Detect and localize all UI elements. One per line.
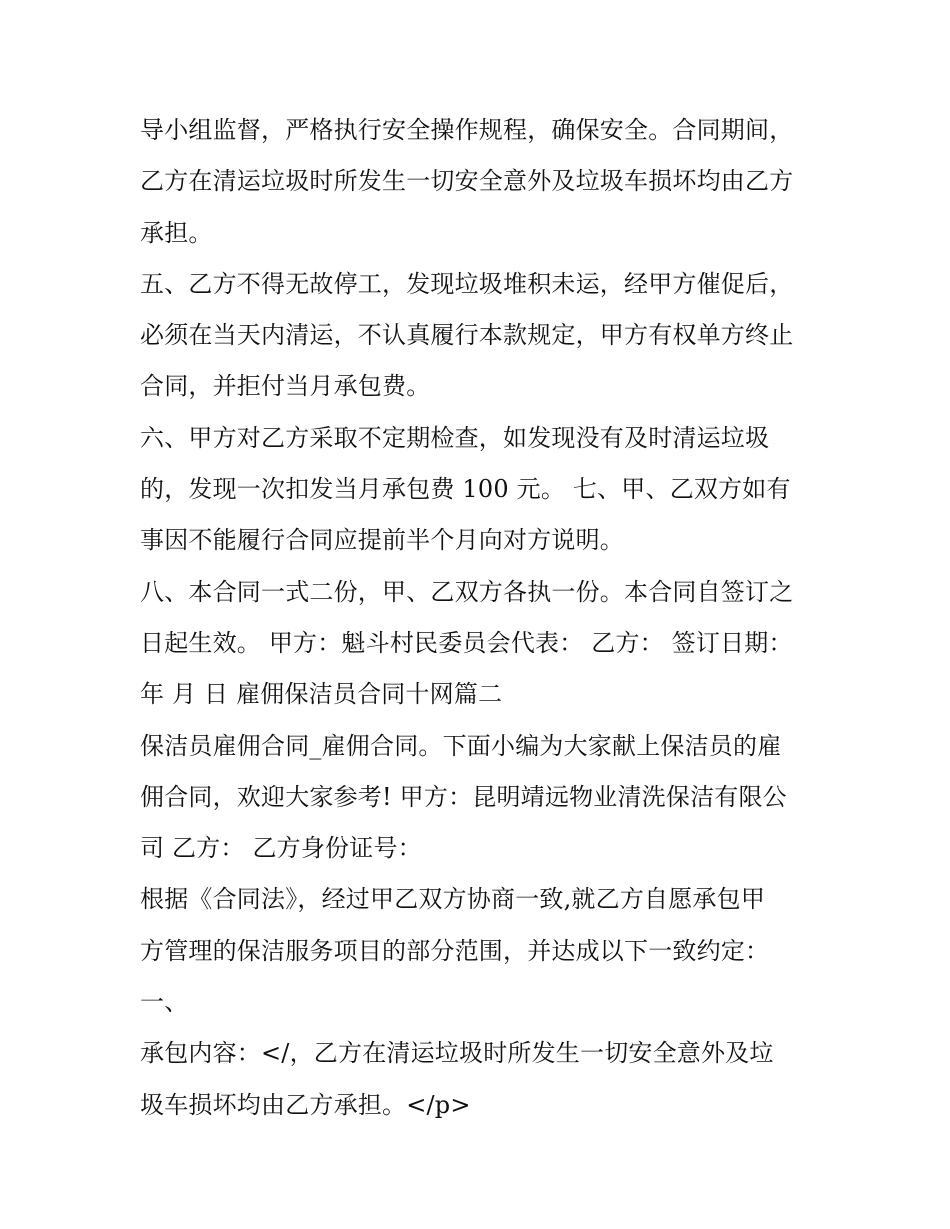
text-line: 承包内容：</，乙方在清运垃圾时所发生一切安全意外及垃	[140, 1039, 774, 1068]
text-line: 五、乙方不得无故停工，发现垃圾堆积未运，经甲方催促后，	[140, 269, 794, 298]
text-line: 根据《合同法》，经过甲乙双方协商一致,就乙方自愿承包甲	[140, 885, 766, 914]
text-line: 乙方在清运垃圾时所发生一切安全意外及垃圾车损坏均由乙方	[140, 167, 794, 196]
text-line: 司 乙方： 乙方身份证号：	[140, 834, 422, 863]
document-body	[140, 105, 820, 1131]
text-line: 圾车损坏均由乙方承担。</p>	[140, 1090, 471, 1119]
text-line: 佣合同，欢迎大家参考! 甲方：昆明靖远物业清洗保洁有限公	[140, 782, 787, 811]
text-line: 年 月 日 雇佣保洁员合同十网篇二	[140, 680, 503, 709]
text-line: 保洁员雇佣合同_雇佣合同。下面小编为大家献上保洁员的雇	[140, 731, 782, 760]
text-line: 事因不能履行合同应提前半个月向对方说明。	[140, 526, 624, 555]
text-line: 八、本合同一式二份，甲、乙双方各执一份。本合同自签订之	[140, 577, 794, 606]
text-line: 日起生效。 甲方：魁斗村民委员会代表： 乙方： 签订日期：	[140, 628, 793, 657]
text-line: 合同，并拒付当月承包费。	[140, 372, 431, 401]
text-line: 的，发现一次扣发当月承包费 100 元。 七、甲、乙双方如有	[140, 475, 791, 504]
text-line: 六、甲方对乙方采取不定期检查，如发现没有及时清运垃圾	[140, 423, 770, 452]
text-line: 方管理的保洁服务项目的部分范围，并达成以下一致约定：	[140, 936, 770, 965]
text-line: 一、	[140, 988, 189, 1017]
text-line: 必须在当天内清运，不认真履行本款规定，甲方有权单方终止	[140, 321, 794, 350]
text-line: 承担。	[140, 218, 213, 247]
text-line: 导小组监督，严格执行安全操作规程，确保安全。合同期间，	[140, 116, 794, 144]
